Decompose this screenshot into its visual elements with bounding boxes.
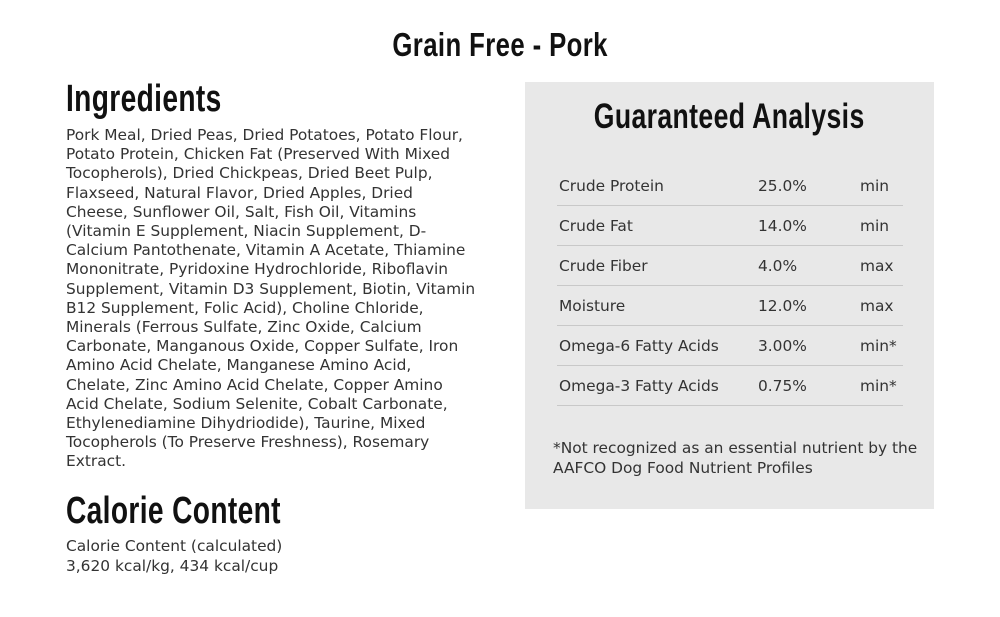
nutrient-name: Omega-6 Fatty Acids (559, 337, 719, 355)
calorie-content-heading (66, 490, 486, 536)
nutrient-value: 25.0% (758, 177, 807, 195)
nutrient-name: Crude Protein (559, 177, 664, 195)
nutrient-value: 14.0% (758, 217, 807, 235)
guaranteed-analysis-panel (525, 82, 934, 509)
calorie-content-label: Calorie Content (calculated) (66, 536, 283, 555)
nutrient-qualifier: max (860, 257, 894, 275)
guaranteed-analysis-title (525, 97, 934, 137)
aafco-footnote: *Not recognized as an essential nutrient by the AAFCO Dog Food Nutrient Profiles (553, 439, 918, 477)
calorie-content-value: 3,620 kcal/kg, 434 kcal/cup (66, 557, 279, 576)
analysis-row (557, 286, 903, 326)
ingredients-section (66, 78, 486, 577)
nutrient-name: Omega-3 Fatty Acids (559, 377, 719, 395)
analysis-row (557, 246, 903, 286)
analysis-row (557, 166, 903, 206)
analysis-table (557, 166, 903, 406)
nutrient-name: Crude Fat (559, 217, 633, 235)
analysis-row (557, 326, 903, 366)
analysis-row (557, 206, 903, 246)
page-title-text: Grain Free - Pork (392, 26, 608, 63)
nutrient-value: 12.0% (758, 297, 807, 315)
nutrient-qualifier: min (860, 177, 890, 195)
page-title (0, 26, 1000, 64)
ingredients-heading (66, 78, 486, 126)
calorie-content-heading-text: Calorie Content (66, 489, 281, 532)
nutrient-value: 4.0% (758, 257, 798, 275)
ingredients-heading-text: Ingredients (66, 78, 222, 120)
nutrient-qualifier: min* (860, 337, 897, 355)
calorie-content-text (66, 536, 486, 577)
nutrient-value: 0.75% (758, 377, 807, 395)
nutrient-qualifier: min* (860, 377, 897, 395)
ingredients-list: Pork Meal, Dried Peas, Dried Potatoes, Potato Flour, Potato Protein, Chicken Fat (Preserved With Mixed Tocopherols), Dried Chickpeas, Dried Beet Pulp, Flaxseed, Natural Flavor, Dried Apples, Dried Cheese, Sunflower Oil, Salt, Fish Oil, Vitamins (Vitamin E Supplement, Niacin Supplement, D-Calcium Pantothenate, Vitamin A Acetate, Thiamine Mononitrate, Pyridoxine Hydrochloride, Riboflavin Supplement, Vitamin D3 Supplement, Biotin, Vitamin B12 Supplement, Folic Acid), Choline Chloride, Minerals (Ferrous Sulfate, Zinc Oxide, Calcium Carbonate, Manganous Oxide, Copper Sulfate, Iron Amino Acid Chelate, Manganese Amino Acid, Chelate, Zinc Amino Acid Chelate, Copper Amino Acid Chelate, Sodium Selenite, Cobalt Carbonate, Ethylenediamine Dihydriodide), Taurine, Mixed Tocopherols (To Preserve Freshness), Rosemary Extract. (66, 126, 476, 471)
analysis-row (557, 366, 903, 406)
nutrient-qualifier: min (860, 217, 890, 235)
nutrient-qualifier: max (860, 297, 894, 315)
nutrient-name: Moisture (559, 297, 626, 315)
guaranteed-analysis-title-text: Guaranteed Analysis (594, 97, 865, 136)
nutrient-name: Crude Fiber (559, 257, 648, 275)
nutrient-value: 3.00% (758, 337, 807, 355)
